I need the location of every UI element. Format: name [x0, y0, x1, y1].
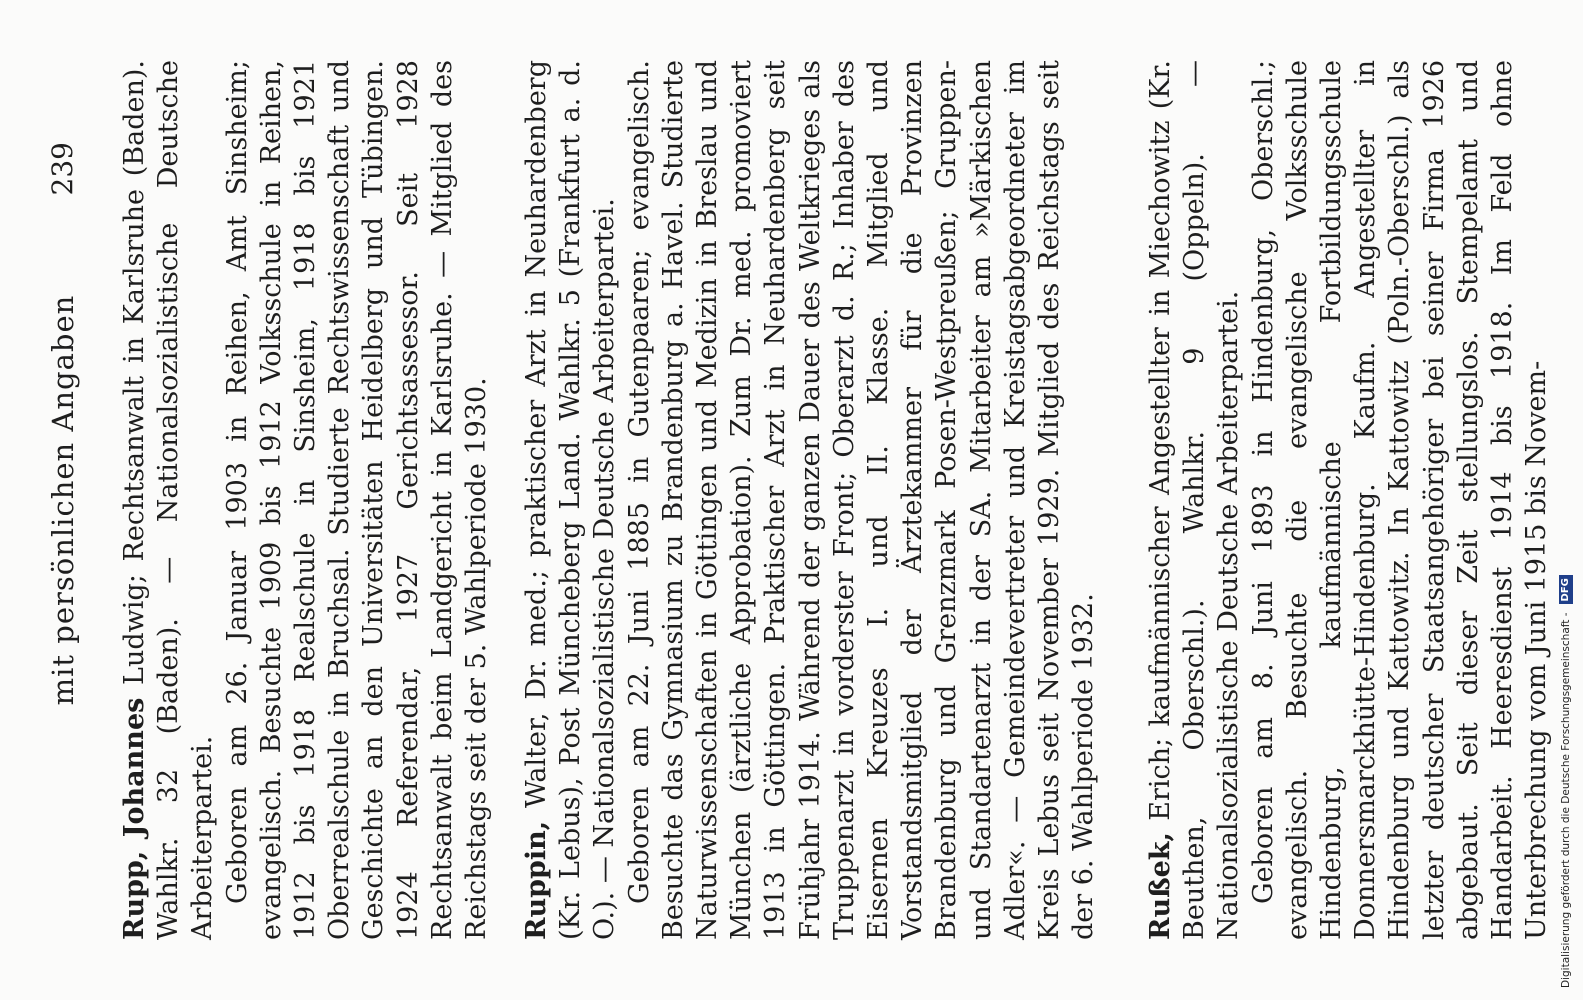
biography-entry-ruppin: [520, 60, 1101, 940]
biography-entry-rupp: [118, 60, 494, 940]
entry-heading-text: Erich; kaufmännischer Angestellter in Miechowitz (Kr. Beuthen, Oberschl.). Wahlkr. 9 (Oppeln). — Nationalsozialistische Deutsche Arbeiterpartei.: [1145, 60, 1245, 940]
credit-text: Digitalisierung gefördert durch die Deutsche Forschungsgemeinschaft -: [1560, 612, 1572, 988]
entry-name: Rupp, Johannes: [119, 697, 150, 940]
entry-name: Ruppin,: [521, 820, 552, 940]
entry-paragraph: Geboren am 8. Juni 1893 in Hindenburg, Oberschl.; evangelisch. Besuchte die evangelische Volksschule Hindenburg, kaufmännische Fortbildungsschule Donnersmarckhütte-Hindenburg. Kaufm. Angestellter in Hindenburg und Kattowitz. In Kattowitz (Poln.-Oberschl.) als letzter deutscher Staatsangehöriger bei seiner Firma 1926 abgebaut. Seit dieser Zeit stellungslos. Stempelamt und Handarbeit. Heeresdienst 1914 bis 1918. Im Feld ohne Unterbrechung vom Juni 1915 bis Novem-: [1247, 60, 1553, 940]
biography-entry-russek: [1144, 60, 1554, 940]
page-header: [38, 0, 88, 1000]
entry-heading: [1144, 60, 1247, 940]
entry-heading: [520, 60, 623, 940]
entry-heading-text: Ludwig; Rechtsanwalt in Karlsruhe (Baden). Wahlkr. 32 (Baden). — Nationalsozialistische Deutsche Arbeiterpartei.: [119, 60, 219, 940]
digitization-credit: [1553, 18, 1579, 988]
entry-paragraph: Geboren am 26. Januar 1903 in Reihen, Amt Sinsheim; evangelisch. Besuchte 1909 bis 1912 Volksschule in Reihen, 1912 bis 1918 Realschule in Sinsheim, 1918 bis 1921 Oberrealschule in Bruchsal. Studierte Rechtswissenschaft und Geschichte an den Universitäten Heidelberg und Tübingen. 1924 Referendar, 1927 Gerichtsassessor. Seit 1928 Rechtsanwalt beim Landgericht in Karlsruhe. — Mitglied des Reichstags seit der 5. Wahlperiode 1930.: [221, 60, 493, 940]
entry-name: Rußek,: [1145, 832, 1176, 940]
page-number: 239: [46, 142, 79, 196]
digitization-credit-text: [1553, 18, 1579, 988]
running-head: mit persönlichen Angaben: [46, 294, 80, 706]
entry-heading: [118, 60, 221, 940]
dfg-logo-icon: DFG: [1559, 575, 1573, 604]
entry-paragraph: Geboren am 22. Juni 1885 in Gutenpaaren; evangelisch. Besuchte das Gymnasium zu Brandenburg a. Havel. Studierte Naturwissenschaften in Göttingen und Medizin in Breslau und München (ärztliche Approbation). Zum Dr. med. promoviert 1913 in Göttingen. Praktischer Arzt in Neuhardenberg seit Frühjahr 1914. Während der ganzen Dauer des Weltkrieges als Truppenarzt in vorderster Front; Oberarzt d. R.; Inhaber des Eisernen Kreuzes I. und II. Klasse. Mitglied und Vorstandsmitglied der Ärztekammer für die Provinzen Brandenburg und Grenzmark Posen-Westpreußen; Gruppen- und Standartenarzt in der SA. Mitarbeiter am »Märkischen Adler«. — Gemeindevertreter und Kreistagsabgeordneter im Kreis Lebus seit November 1929. Mitglied des Reichstags seit der 6. Wahlperiode 1932.: [623, 60, 1100, 940]
entry-heading-text: Walter, Dr. med.; praktischer Arzt in Neuhardenberg (Kr. Lebus), Post Müncheberg Land. Wahlkr. 5 (Frankfurt a. d. O.). — Nationalsozialistische Deutsche Arbeiterpartei.: [521, 60, 621, 940]
